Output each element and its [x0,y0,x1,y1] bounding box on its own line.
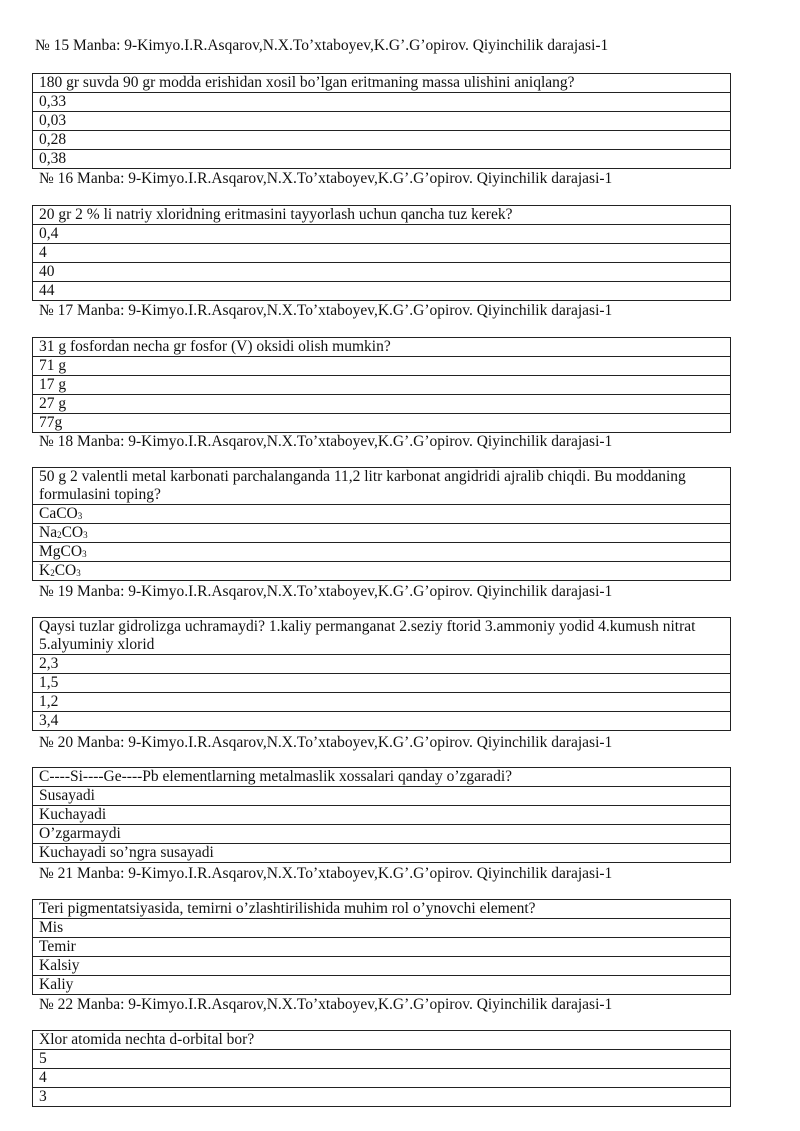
question-text: Xlor atomida nechta d-orbital bor? [33,1031,731,1050]
answer-option: $Na_2CO_3$ [33,524,731,543]
question-header: № 22 Manba: 9-Kimyo.I.R.Asqarov,N.X.To’xtaboyev,K.G’.G’opirov. Qiyinchilik darajasi-1 [39,996,613,1013]
answer-option: MgCO$_3$ [33,543,731,562]
answer-option: 27 g [33,395,731,414]
answer-option: 44 [33,282,731,301]
question-header: № 15 Manba: 9-Kimyo.I.R.Asqarov,N.X.To’xtaboyev,K.G’.G’opirov. Qiyinchilik darajasi-1 [35,37,609,54]
question-header: № 21 Manba: 9-Kimyo.I.R.Asqarov,N.X.To’xtaboyev,K.G’.G’opirov. Qiyinchilik darajasi-1 [39,865,613,882]
question-table [32,73,731,169]
answer-option: 40 [33,263,731,282]
answer-option: O’zgarmaydi [33,825,731,844]
question-header: № 18 Manba: 9-Kimyo.I.R.Asqarov,N.X.To’xtaboyev,K.G’.G’opirov. Qiyinchilik darajasi-1 [39,433,613,450]
question-header: № 19 Manba: 9-Kimyo.I.R.Asqarov,N.X.To’xtaboyev,K.G’.G’opirov. Qiyinchilik darajasi-1 [39,583,613,600]
answer-option: Kalsiy [33,957,731,976]
question-text-line: Qaysi tuzlar gidrolizga uchramaydi? 1.kaliy permanganat 2.seziy ftorid 3.ammoniy yodid 4.kumush nitrat [39,618,696,635]
answer-option: 0,28 [33,131,731,150]
question-text [33,618,731,655]
answer-option: 0,38 [33,150,731,169]
answer-option: Kaliy [33,976,731,995]
answer-option: Susayadi [33,787,731,806]
question-header: № 20 Manba: 9-Kimyo.I.R.Asqarov,N.X.To’xtaboyev,K.G’.G’opirov. Qiyinchilik darajasi-1 [39,734,613,751]
question-table [32,205,731,301]
question-text: C----Si----Ge----Pb elementlarning metalmaslik xossalari qanday o’zgaradi? [33,768,731,787]
question-text: Teri pigmentatsiyasida, temirni o’zlashtirilishida muhim rol o’ynovchi element? [33,900,731,919]
answer-option: 0,03 [33,112,731,131]
question-text: 31 g fosfordan necha gr fosfor (V) oksidi olish mumkin? [33,338,731,357]
question-text: 180 gr suvda 90 gr modda erishidan xosil bo’lgan eritmaning massa ulishini aniqlang? [33,74,731,93]
answer-option: $K_2CO_3$ [33,562,731,581]
question-table [32,467,731,581]
answer-option: 77g [33,414,731,433]
question-text-line: 5.alyuminiy xlorid [39,636,155,653]
answer-option: 4 [33,244,731,263]
question-table [32,337,731,433]
answer-option: Kuchayadi [33,806,731,825]
question-table [32,899,731,995]
question-header: № 16 Manba: 9-Kimyo.I.R.Asqarov,N.X.To’xtaboyev,K.G’.G’opirov. Qiyinchilik darajasi-1 [39,170,613,187]
answer-option: 17 g [33,376,731,395]
answer-option: 71 g [33,357,731,376]
answer-option: 2,3 [33,655,731,674]
answer-option: 1,2 [33,693,731,712]
answer-option: Mis [33,919,731,938]
question-text [33,468,731,505]
answer-option: 1,5 [33,674,731,693]
answer-option: 4 [33,1069,731,1088]
answer-option: Temir [33,938,731,957]
answer-option: 3,4 [33,712,731,731]
answer-option: 0,33 [33,93,731,112]
answer-option: 5 [33,1050,731,1069]
question-header: № 17 Manba: 9-Kimyo.I.R.Asqarov,N.X.To’xtaboyev,K.G’.G’opirov. Qiyinchilik darajasi-1 [39,302,613,319]
question-text: 20 gr 2 % li natriy xloridning eritmasini tayyorlash uchun qancha tuz kerek? [33,206,731,225]
answer-option: CaCO$_3$ [33,505,731,524]
question-table [32,1030,731,1107]
question-table [32,767,731,863]
question-text-line: formulasini toping? [39,486,161,503]
question-text-line: 50 g 2 valentli metal karbonati parchalanganda 11,2 litr karbonat angidridi ajralib chiqdi. Bu moddaning [39,468,686,485]
answer-option: Kuchayadi so’ngra susayadi [33,844,731,863]
answer-option: 3 [33,1088,731,1107]
answer-option: 0,4 [33,225,731,244]
question-table [32,617,731,731]
